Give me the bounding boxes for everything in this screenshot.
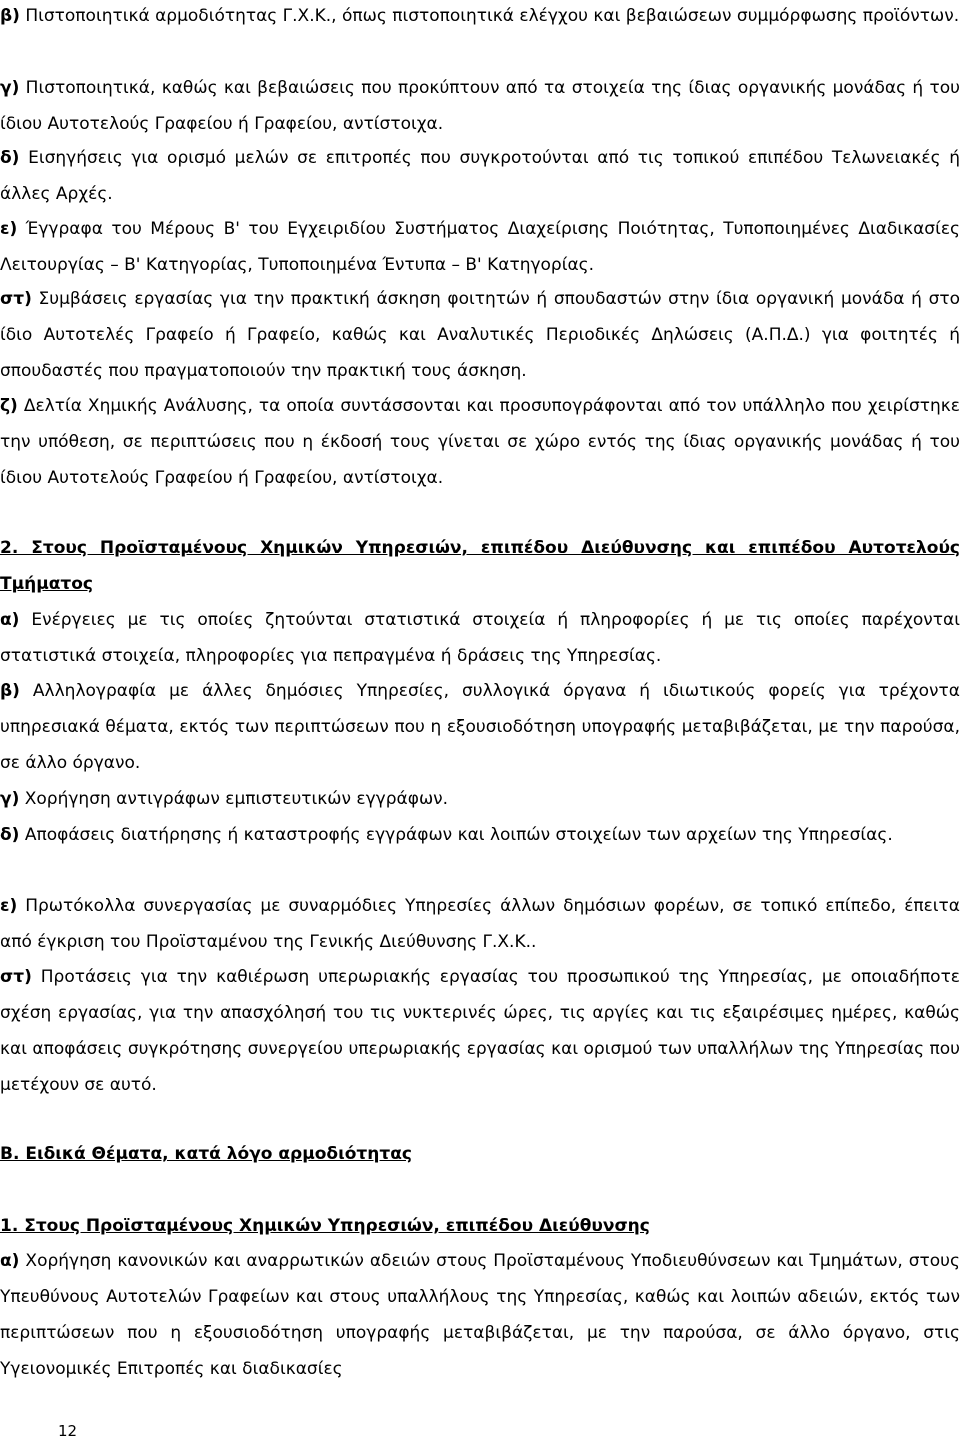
item-text: Συμβάσεις εργασίας για την πρακτική άσκηση φοιτητών ή σπουδαστών στην ίδια οργανική μονάδα ή στο ίδιο Αυτοτελές Γραφείο ή Γραφείο, καθώς και Αναλυτικές Περιοδικές Δηλώσεις (Α.Π.Δ.) για φοιτητές ή σπουδαστές που πραγματοποιούν την πρακτική τους άσκηση. xyxy=(0,289,960,381)
paragraph-st-contracts xyxy=(0,281,960,389)
item-label: ζ) xyxy=(0,396,18,416)
section-1-heading: 1. Στους Προϊσταμένους Χημικών Υπηρεσιών, επιπέδου Διεύθυνσης xyxy=(0,1216,650,1236)
item-label: στ) xyxy=(0,289,32,309)
item-text: Χορήγηση αντιγράφων εμπιστευτικών εγγράφων. xyxy=(19,789,449,809)
item-label: ε) xyxy=(0,219,18,239)
item-text: Αλληλογραφία με άλλες δημόσιες Υπηρεσίες, συλλογικά όργανα ή ιδιωτικούς φορείς για τρέχοντα υπηρεσιακά θέματα, εκτός των περιπτώσεων που η εξουσιοδότηση υπογραφής μεταβιβάζεται, με την παρούσα, σε άλλο όργανο. xyxy=(0,681,960,773)
item-text: Χορήγηση κανονικών και αναρρωτικών αδειών στους Προϊσταμένους Υποδιευθύνσεων και Τμημάτων, στους Υπευθύνους Αυτοτελών Γραφείων και στους υπαλλήλους της Υπηρεσίας, καθώς και λοιπών αδειών, εκτός των περιπτώσεων που η εξουσιοδότηση υπογραφής μεταβιβάζεται, με την παρούσα, σε άλλο όργανο, στις Υγειονομικές Επιτροπές και διαδικασίες xyxy=(0,1251,960,1379)
paragraph-2d xyxy=(0,817,960,853)
item-text: Έγγραφα του Μέρους Β' του Εγχειριδίου Συστήματος Διαχείρισης Ποιότητας, Τυποποιημένες Διαδικασίες Λειτουργίας – Β' Κατηγορίας, Τυποποιημένα Έντυπα – Β' Κατηγορίας. xyxy=(0,219,960,275)
item-label: γ) xyxy=(0,78,20,98)
section-B-heading: Β. Ειδικά Θέματα, κατά λόγο αρμοδιότητας xyxy=(0,1144,412,1164)
item-label: ε) xyxy=(0,896,18,916)
item-text: Προτάσεις για την καθιέρωση υπερωριακής εργασίας του προσωπικού της Υπηρεσίας, με οποιαδήποτε σχέση εργασίας, για την απασχόλησή του τις νυκτερινές ώρες, τις αργίες και τις εξαιρέσιμες ημέρες, καθώς και αποφάσεις συγκρότησης συνεργείου υπερωριακής εργασίας και ορισμού των υπαλλήλων της Υπηρεσίας που μετέχουν σε αυτό. xyxy=(0,967,960,1095)
paragraph-1a xyxy=(0,1243,960,1387)
item-text: Πιστοποιητικά, καθώς και βεβαιώσεις που προκύπτουν από τα στοιχεία της ίδιας οργανικής μονάδας ή του ίδιου Αυτοτελούς Γραφείου ή Γραφείου, αντίστοιχα. xyxy=(0,78,960,134)
item-text: Πρωτόκολλα συνεργασίας με συναρμόδιες Υπηρεσίες άλλων δημόσιων φορέων, σε τοπικό επίπεδο, έπειτα από έγκριση του Προϊσταμένου της Γενικής Διεύθυνσης Γ.Χ.Κ.. xyxy=(0,896,960,952)
paragraph-b-certificates xyxy=(0,0,960,34)
paragraph-2e xyxy=(0,888,960,960)
item-text: Αποφάσεις διατήρησης ή καταστροφής εγγράφων και λοιπών στοιχείων των αρχείων της Υπηρεσίας. xyxy=(19,825,893,845)
item-label: β) xyxy=(0,681,20,701)
item-label: δ) xyxy=(0,148,20,168)
item-label: δ) xyxy=(0,825,20,845)
item-label: γ) xyxy=(0,789,20,809)
paragraph-2st xyxy=(0,959,960,1103)
paragraph-2b xyxy=(0,673,960,781)
item-text: Πιστοποιητικά αρμοδιότητας Γ.Χ.Κ., όπως πιστοποιητικά ελέγχου και βεβαιώσεων συμμόρφωσης προϊόντων. xyxy=(19,6,960,26)
item-text: Ενέργειες με τις οποίες ζητούνται στατιστικά στοιχεία ή πληροφορίες ή με τις οποίες παρέχονται στατιστικά στοιχεία, πληροφορίες για πεπραγμένα ή δράσεις της Υπηρεσίας. xyxy=(0,610,960,666)
paragraph-e-documents xyxy=(0,211,960,283)
paragraph-2c xyxy=(0,781,960,817)
item-label: α) xyxy=(0,610,20,630)
item-label: β) xyxy=(0,6,20,26)
paragraph-d-recommendations xyxy=(0,140,960,212)
paragraph-c-certificates xyxy=(0,70,960,142)
section-2-heading: 2. Στους Προϊσταμένους Χημικών Υπηρεσιών, επιπέδου Διεύθυνσης και επιπέδου Αυτοτελούς Τμήματος xyxy=(0,538,960,594)
item-label: α) xyxy=(0,1251,20,1271)
item-label: στ) xyxy=(0,967,32,987)
item-text: Δελτία Χημικής Ανάλυσης, τα οποία συντάσσονται και προσυπογράφονται από τον υπάλληλο που χειρίστηκε την υπόθεση, σε περιπτώσεις που η έκδοσή τους γίνεται σε χώρο εντός της ίδιας οργανικής μονάδας ή του ίδιου Αυτοτελούς Γραφείου ή Γραφείου, αντίστοιχα. xyxy=(0,396,960,488)
paragraph-2a xyxy=(0,602,960,674)
page-number: 12 xyxy=(58,1422,78,1440)
paragraph-z-analysis-reports xyxy=(0,388,960,496)
item-text: Εισηγήσεις για ορισμό μελών σε επιτροπές που συγκροτούνται από τις τοπικού επιπέδου Τελωνειακές ή άλλες Αρχές. xyxy=(0,148,960,204)
